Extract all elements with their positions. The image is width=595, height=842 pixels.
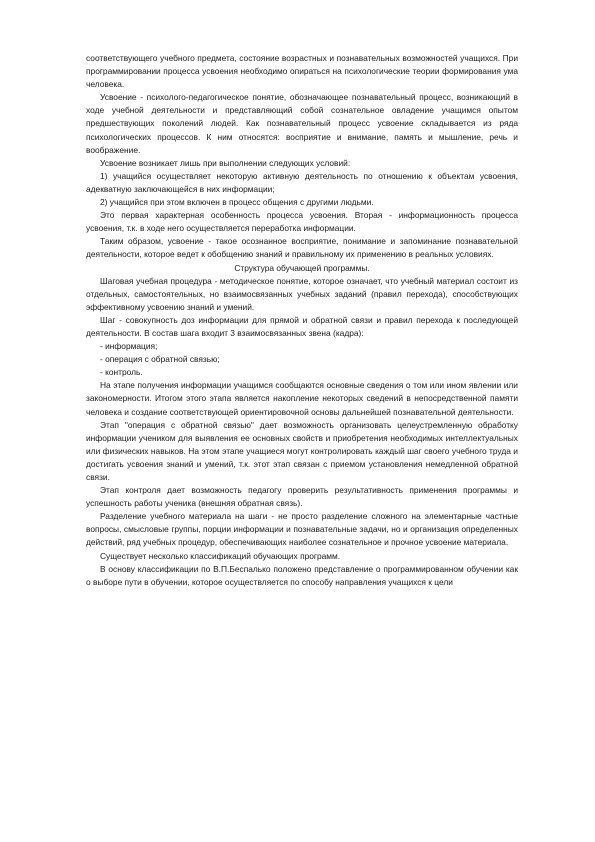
- paragraph: соответствующего учебного предмета, состояние возрастных и познавательных возможностей учащихся. При программировании процесса усвоения необходимо опираться на психологические теории формирования ума человека.: [86, 53, 518, 90]
- paragraph: Таким образом, усвоение - такое осознанное восприятие, понимание и запоминание познавательной деятельности, которое ведет к обобщению знаний и правильному их применению в реальных условиях.: [86, 236, 518, 260]
- paragraph: Существует несколько классификаций обучающих программ.: [100, 550, 341, 561]
- list-item: - контроль.: [100, 367, 143, 378]
- list-item: 2) учащийся при этом включен в процесс общения с другими людьми.: [100, 197, 374, 208]
- paragraph: На этапе получения информации учащимся сообщаются основные сведения о том или ином явлении или закономерности. Итогом этого этапа является накопление некоторых сведений в непосредственной памяти человека и создание соответствующей ориентировочной основы дальнейшей познавательной деятельности.: [86, 380, 518, 417]
- paragraph: Шаг - совокупность доз информации для прямой и обратной связи и правил перехода к последующей деятельности. В состав шага входит 3 взаимосвязанных звена (кадра):: [86, 314, 518, 338]
- paragraph: Усвоение - психолого-педагогическое понятие, обозначающее познавательный процесс, возникающий в ходе учебной деятельности и представляющий собой сознательное овладение учащимся опытом предшествующих поколений людей. Как познавательный процесс усвоение складывается из ряда психологических процессов. К ним относятся: восприятие и внимание, память и мышление, речь и воображение.: [86, 92, 518, 155]
- paragraph: Этап "операция с обратной связью" дает возможность организовать целеустремленную обработку информации учеником для выявления ее основных свойств и приобретения необходимых интеллектуальных или физических навыков. На этом этапе учащиеся могут контролировать каждый шаг своего учебного труда и достигать усвоения знаний и умений, т.к. этот этап связан с приемом установления немедленной обратной связи.: [86, 419, 518, 482]
- paragraph: Этап контроля дает возможность педагогу проверить результативность применения программы и успешность работы ученика (внешняя обратная связь).: [86, 485, 518, 509]
- paragraph: В основу классификации по В.П.Беспалько положено представление о программированном обучении как о выборе пути в обучении, которое осуществляется по способу направления учащихся к цели: [86, 563, 518, 587]
- paragraph: Шаговая учебная процедура - методическое понятие, которое означает, что учебный материал состоит из отдельных, самостоятельных, но взаимосвязанных учебных заданий (правил перехода), способствующих эффективному усвоению знаний и умений.: [86, 275, 518, 312]
- paragraph: Это первая характерная особенность процесса усвоения. Вторая - информационность процесса усвоения, т.к. в ходе него осуществляется переработка информации.: [86, 210, 518, 234]
- list-item: - информация;: [100, 341, 158, 352]
- paragraph: Усвоение возникает лишь при выполнении следующих условий:: [100, 157, 351, 168]
- section-heading: Структура обучающей программы.: [234, 262, 370, 273]
- list-item: - операция с обратной связью;: [100, 354, 220, 365]
- body-text: [86, 52, 518, 589]
- paragraph: Разделение учебного материала на шаги - не просто разделение сложного на элементарные частные вопросы, смысловые группы, порции информации и познавательные задачи, но и организация определенных действий, ряд учебных процедур, обеспечивающих наиболее сознательное и прочное усвоение материала.: [86, 511, 518, 548]
- list-item: 1) учащийся осуществляет некоторую активную деятельность по отношению к объектам усвоения, адекватную заключающейся в них информации;: [86, 170, 518, 194]
